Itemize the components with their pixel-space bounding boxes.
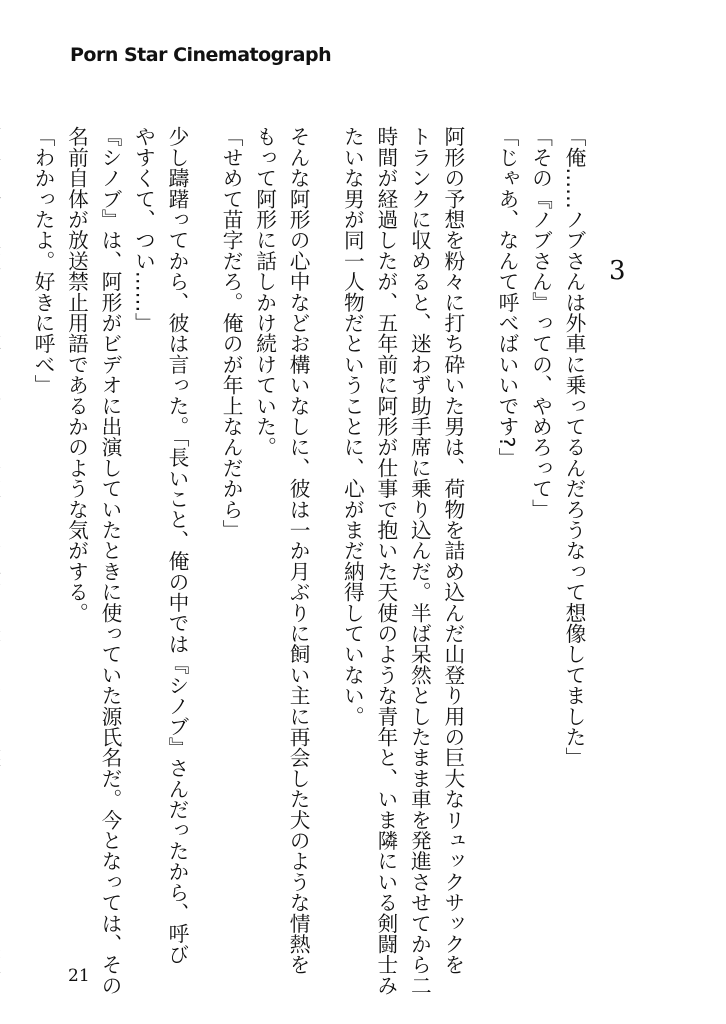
text-line-10: 「せめて苗字だろ。俺のが年上なんだから」	[219, 126, 244, 540]
text-line-15: 「わかったよ。好きに呼べ」	[30, 126, 55, 396]
text-line-1: 「俺……ノブさんは外車に乗ってるんだろうなって想像してました」	[562, 126, 586, 768]
text-line-14: 名前自体が放送禁止用語であるかのような気がする。	[64, 126, 89, 623]
chapter-number: 3	[609, 256, 626, 286]
page-number: 21	[68, 966, 90, 986]
text-line-11: 少し躊躇ってから、彼は言った。「長いこと、俺の中では『シノブ』さんだったから、呼び	[164, 126, 189, 965]
text-line-16	[0, 126, 25, 956]
text-line-4: 阿形の予想を粉々に打ち砕いた男は、荷物を詰め込んだ山登り用の巨大なリュックサックを	[440, 126, 465, 975]
text-line-9: もって阿形に話しかけ続けていた。	[252, 126, 277, 458]
text-line-7: たいな男が同一人物だということに、心がまだ納得していない。	[340, 126, 365, 727]
text-line-5: トランクに収めると、迷わず助手席に乗り込んだ。半ば呆然としたまま車を発進させてから二	[407, 126, 432, 996]
text-line-3: 「じゃあ、なんて呼べばいいです?」	[495, 126, 519, 469]
text-line-12: やすくて、つい……」	[131, 126, 156, 333]
text-line-8: そんな阿形の心中などお構いなしに、彼は一か月ぶりに飼い主に再会した犬のような情熱を	[286, 126, 311, 975]
text-line-6: 時間が経過したが、五年前に阿形が仕事で抱いた天使のような青年と、いま隣にいる剣闘士み	[373, 126, 398, 996]
text-line-2: 「その『ノブさん』っての、やめろって」	[528, 126, 553, 520]
text-line-13: 『シノブ』は、阿形がビデオに出演していたときに使っていた源氏名だ。今となっては、その	[97, 126, 122, 996]
running-header-title: Porn Star Cinematograph	[70, 44, 332, 66]
